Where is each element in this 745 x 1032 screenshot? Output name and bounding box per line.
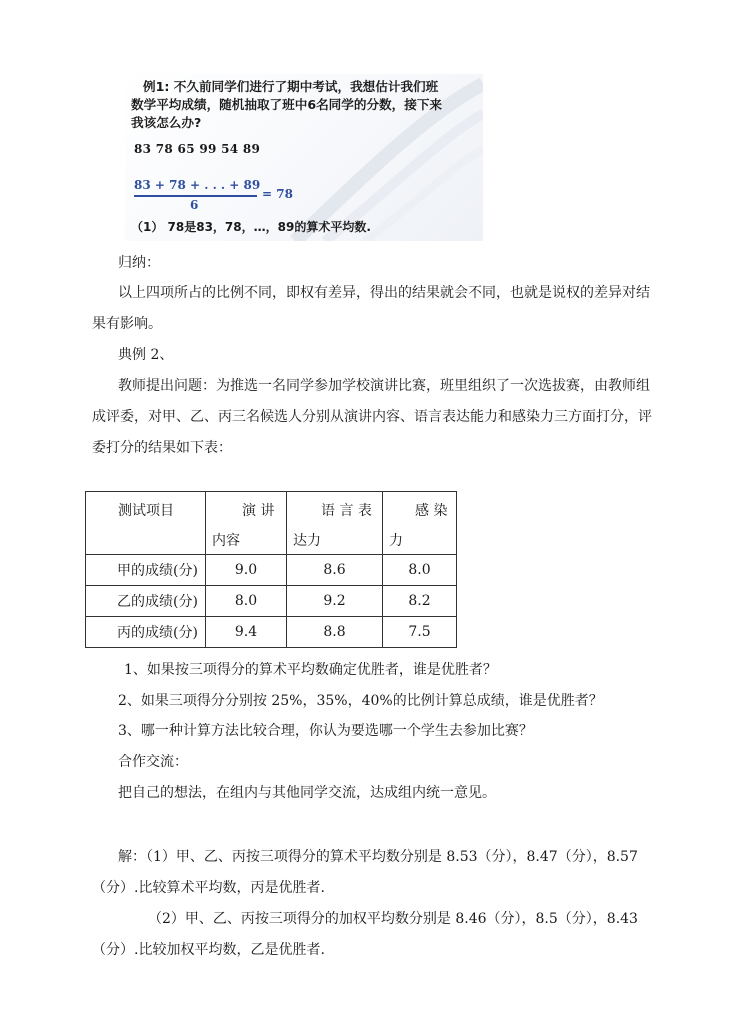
question-3: 3、哪一种计算方法比较合理，你认为要选哪一个学生去参加比赛？ (118, 723, 533, 739)
header-content-top: 演 讲 (242, 503, 275, 519)
solution-line2: （分）.比较算术平均数，丙是优胜者. (92, 880, 325, 896)
question-2: 2、如果三项得分分别按 25%，35%，40%的比例计算总成绩，谁是优胜者？ (118, 693, 603, 709)
summary-line1: 以上四项所占的比例不同，即权有差异，得出的结果就会不同，也就是说权的差异对结 (118, 285, 650, 301)
question-1: 1、如果按三项得分的算术平均数确定优胜者，谁是优胜者？ (124, 662, 497, 678)
cell-content: 9.0 (206, 555, 287, 586)
example1-slide-image (125, 74, 483, 241)
solution-line3: （2）甲、乙、丙按三项得分的加权平均数分别是 8.46（分），8.5（分），8.43 (148, 911, 638, 927)
fraction-denominator: 6 (190, 198, 199, 212)
row-label: 丙的成绩(分) (86, 617, 206, 648)
solution-line1: 解：（1）甲、乙、丙按三项得分的算术平均数分别是 8.53（分），8.47（分），8.57 (118, 849, 638, 865)
cell-language: 8.8 (287, 617, 383, 648)
slide-title-line2: 数学平均成绩，随机抽取了班中6名同学的分数，接下来 (131, 97, 443, 112)
header-language-top: 语 言 表 (321, 503, 372, 519)
example2-line1: 教师提出问题：为推选一名同学参加学校演讲比赛，班里组织了一次选拔赛，由教师组 (118, 378, 650, 394)
table-row (86, 586, 457, 617)
example2-line2: 成评委，对甲、乙、丙三名候选人分别从演讲内容、语言表达能力和感染力三方面打分，评 (92, 409, 652, 425)
summary-heading: 归纳： (118, 255, 160, 271)
score-table (85, 491, 457, 648)
slide-title (131, 78, 481, 132)
fraction-numerator: 83 + 78 + . . . + 89 (134, 178, 261, 192)
cell-content: 9.4 (206, 617, 287, 648)
fraction-bar (134, 195, 257, 197)
header-item-label: 测试项目 (118, 503, 174, 519)
table-row (86, 555, 457, 586)
cooperation-text: 把自己的想法，在组内与其他同学交流，达成组内统一意见。 (118, 785, 496, 801)
header-content-bottom: 内容 (212, 533, 240, 549)
fraction-result: = 78 (262, 187, 293, 201)
cell-appeal: 8.2 (383, 586, 457, 617)
header-appeal-top: 感 染 (415, 503, 448, 519)
header-content (206, 492, 287, 555)
header-appeal (383, 492, 457, 555)
cooperation-heading: 合作交流： (118, 754, 188, 770)
header-language-bottom: 达力 (293, 533, 321, 549)
summary-line2: 果有影响。 (92, 316, 162, 332)
slide-title-line3: 我该怎么办? (131, 115, 202, 130)
cell-appeal: 8.0 (383, 555, 457, 586)
header-appeal-bottom: 力 (389, 533, 403, 549)
table-row (86, 617, 457, 648)
header-item (86, 492, 206, 555)
example2-line3: 委打分的结果如下表： (92, 440, 232, 456)
cell-content: 8.0 (206, 586, 287, 617)
slide-conclusion: （1） 78是83，78，…，89的算术平均数. (131, 220, 371, 234)
cell-appeal: 7.5 (383, 617, 457, 648)
cell-language: 9.2 (287, 586, 383, 617)
example2-heading: 典例 2、 (118, 347, 174, 363)
table-header-row (86, 492, 457, 555)
row-label: 甲的成绩(分) (86, 555, 206, 586)
header-language (287, 492, 383, 555)
row-label: 乙的成绩(分) (86, 586, 206, 617)
solution-line4: （分）.比较加权平均数，乙是优胜者. (92, 942, 325, 958)
slide-title-line1: 例1: 不久前同学们进行了期中考试，我想估计我们班 (143, 79, 439, 94)
cell-language: 8.6 (287, 555, 383, 586)
slide-scores: 83 78 65 99 54 89 (134, 142, 261, 156)
